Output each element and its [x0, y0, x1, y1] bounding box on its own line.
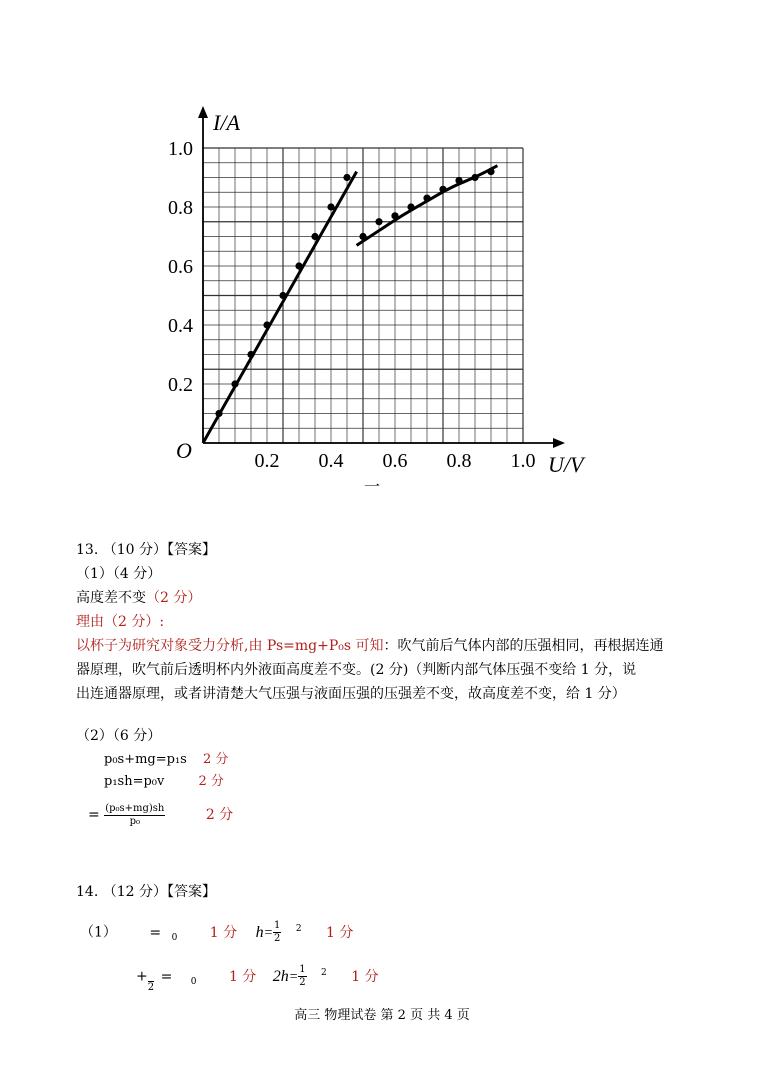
graph-grid	[203, 148, 523, 443]
q14-h: h	[255, 923, 264, 941]
q14-score-b: 1 分	[326, 924, 354, 941]
q14-half-a: $\frac{1}{2}$	[274, 920, 281, 945]
y-tick-label: 1.0	[168, 138, 193, 160]
q14-half-c: $\frac{1}{2}$	[299, 964, 306, 989]
data-point	[343, 174, 350, 181]
q14-score-d: 1 分	[351, 968, 379, 985]
q13-eq3-prefix: =	[88, 807, 100, 823]
data-point	[455, 177, 462, 184]
q13-explain-line1	[76, 636, 664, 656]
q13-eq3-score: 2 分	[205, 807, 234, 823]
origin-label: O	[176, 438, 192, 463]
data-point	[231, 380, 238, 387]
page-footer: 高三 物理试卷 第 2 页 共 4 页	[294, 1008, 470, 1023]
x-tick-label: 0.8	[446, 450, 472, 472]
q14-sq-a: 2	[295, 924, 302, 934]
q13-eq3-line	[88, 798, 233, 832]
q14-eq-sign-2: =	[160, 968, 173, 985]
q13-answer-score: （2 分）	[146, 590, 202, 606]
q13-explain-line3: 出连通器原理，或者讲清楚大气压强与液面压强的压强差不变，故高度差不变，给 1 分）	[76, 686, 626, 702]
q14-eq-sign: =	[149, 924, 162, 941]
data-point	[391, 212, 398, 219]
q14-part1: （1）	[80, 924, 117, 941]
q13-eq3-fraction	[104, 803, 165, 828]
data-point	[311, 233, 318, 240]
q13-eq2-line	[104, 772, 224, 792]
data-point	[215, 410, 222, 417]
q13-eq1: p₀s+mg=p₁s	[104, 752, 187, 767]
data-point	[407, 203, 414, 210]
y-tick-label: 0.6	[168, 256, 193, 278]
q13-answer: 高度差不变	[76, 590, 146, 606]
x-tick-label: 0.2	[254, 450, 280, 472]
data-point	[471, 174, 478, 181]
q14-line2: + 2 = $_0$ 1 分 2h= $\frac{1}{2}$ $^2$ 1 分	[136, 964, 379, 994]
x-tick-label: 1.0	[510, 450, 536, 472]
y-axis-arrow	[198, 106, 208, 118]
q14-score-a: 1 分	[209, 924, 238, 941]
q13-reason: 理由（2 分）:	[76, 614, 165, 630]
q14-sq-b: 2	[321, 968, 327, 978]
q14-line1: （1） = $_0$ 1 分 h= $\frac{1}{2}$ $^2$ 1 分	[80, 920, 354, 945]
x-axis-label: U/V	[548, 452, 584, 477]
q13-part2: （2）（6 分）	[76, 728, 162, 744]
q14-half-b: 2	[148, 969, 154, 994]
data-point	[327, 203, 334, 210]
q13-eq1-line	[104, 750, 228, 770]
data-point	[263, 321, 270, 328]
q13-eq2: p₁sh=p₀v	[104, 774, 165, 789]
data-point	[295, 262, 302, 269]
q14-2h: 2h	[272, 967, 289, 985]
q14-plus: +	[136, 968, 148, 985]
fit-line-1	[203, 172, 357, 443]
q13-explain-black1: ：吹气前后气体内部的压强相同，再根据连通	[383, 638, 664, 654]
q13-answer-line	[76, 588, 201, 608]
q13-eq3-den: p₀	[129, 815, 140, 827]
data-point	[279, 292, 286, 299]
graph-axes	[198, 106, 565, 448]
data-point	[439, 186, 446, 193]
x-tick-label: 0.4	[318, 450, 344, 472]
q14-score-c: 1 分	[228, 968, 257, 985]
y-axis-label: I/A	[213, 110, 240, 135]
data-point	[375, 218, 382, 225]
q13-eq2-score: 2 分	[198, 774, 224, 789]
y-tick-label: 0.2	[168, 374, 193, 396]
graph-annotation: 一	[364, 479, 381, 496]
q13-part1: （1）（4 分）	[76, 566, 162, 582]
q13-eq3-num: (p₀s+mg)sh	[105, 802, 165, 814]
iu-graph	[0, 0, 764, 520]
q13-explain-red: 以杯子为研究对象受力分析,由 Ps=mg+P₀s 可知	[76, 638, 384, 654]
x-axis-arrow	[553, 438, 565, 448]
q13-eq1-score: 2 分	[202, 752, 229, 767]
q14-sub0-2: 0	[190, 977, 197, 988]
data-point	[423, 195, 430, 202]
q14-header: 14. （12 分）【答案】	[76, 884, 216, 900]
data-point	[487, 168, 494, 175]
data-point	[359, 233, 366, 240]
q13-explain-line2: 器原理，吹气前后透明杯内外液面高度差不变。(2 分)（判断内部气体压强不变给 1 分，说	[76, 662, 637, 678]
q13-header: 13. （10 分）【答案】	[76, 542, 216, 558]
graph-tick-labels	[168, 138, 536, 472]
graph-data-points	[215, 168, 494, 417]
data-point	[247, 351, 254, 358]
x-tick-label: 0.6	[382, 450, 408, 472]
y-tick-label: 0.4	[168, 315, 193, 337]
q14-sub0: 0	[171, 933, 178, 944]
y-tick-label: 0.8	[168, 197, 193, 219]
